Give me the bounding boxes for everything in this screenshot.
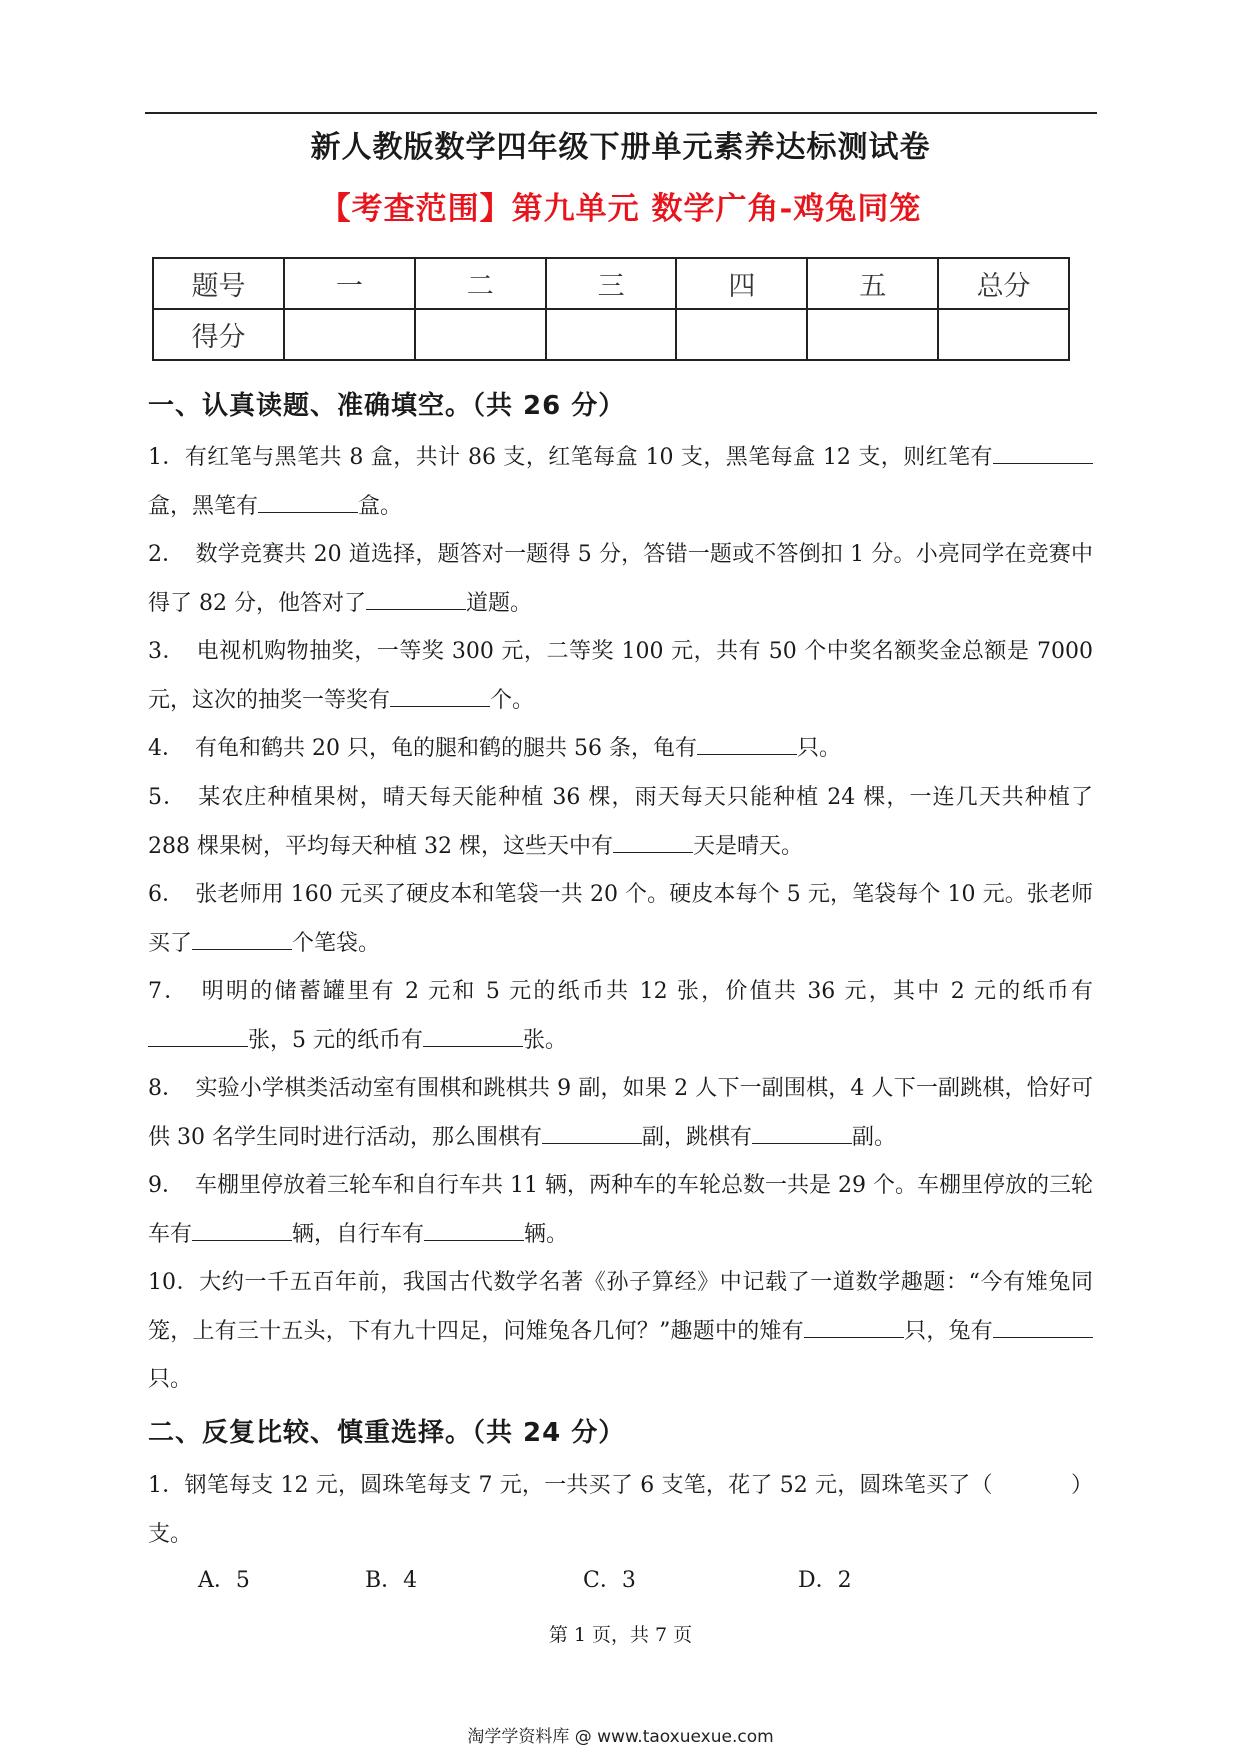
question-text: 9． 车棚里停放着三轮车和自行车共 11 辆，两种车的车轮总数一共是 29 个。车棚里停放的三轮车有 xyxy=(148,1173,1093,1247)
option-d: D．2 xyxy=(798,1568,852,1593)
question-1-3 xyxy=(148,628,1093,725)
score-cell xyxy=(415,309,546,360)
question-text: 10．大约一千五百年前，我国古代数学名著《孙子算经》中记载了一道数学趣题：“今有雉兔同笼，上有三十五头，下有九十四足，问雉兔各几何？”趣题中的雉有 xyxy=(148,1270,1093,1344)
question-text: 3． 电视机购物抽奖，一等奖 300 元，二等奖 100 元，共有 50 个中奖名额奖金总额是 7000 元，这次的抽奖一等奖有 xyxy=(148,639,1093,713)
question-text: 只。 xyxy=(148,1367,193,1393)
answer-blank xyxy=(752,1120,852,1144)
question-text: 6． 张老师用 160 元买了硬皮本和笔袋一共 20 个。硬皮本每个 5 元，笔袋每个 10 元。张老师买了 xyxy=(148,882,1093,956)
answer-blank xyxy=(697,731,797,755)
question-1-5 xyxy=(148,774,1093,871)
question-text: 辆，自行车有 xyxy=(292,1221,425,1247)
option-c: C．3 xyxy=(583,1568,636,1593)
section-2-heading: 二、反复比较、慎重选择。（共 24 分） xyxy=(148,1418,626,1448)
question-text: 只。 xyxy=(796,736,841,761)
question-text: 张。 xyxy=(523,1027,568,1053)
score-cell xyxy=(807,309,938,360)
score-table-header-cell: 五 xyxy=(807,258,938,309)
question-1-1 xyxy=(148,434,1093,531)
score-table-header-cell: 二 xyxy=(415,258,546,309)
choice-options xyxy=(0,1563,1241,1603)
question-text: 盒。 xyxy=(358,493,403,519)
exam-scope: 【考查范围】第九单元 数学广角-鸡兔同笼 xyxy=(319,191,922,227)
score-cell xyxy=(938,309,1069,360)
score-table-header-cell: 题号 xyxy=(153,258,284,309)
question-1-7 xyxy=(148,968,1093,1065)
question-text: 道题。 xyxy=(465,590,532,616)
answer-blank xyxy=(993,440,1093,464)
question-text: ） xyxy=(1070,1473,1093,1498)
question-text: 副。 xyxy=(852,1124,897,1150)
question-text: 2． 数学竞赛共 20 道选择，题答对一题得 5 分，答错一题或不答倒扣 1 分。小亮同学在竞赛中得了 82 分，他答对了 xyxy=(148,542,1093,616)
answer-blank xyxy=(993,1314,1093,1338)
answer-blank xyxy=(613,829,693,853)
option-a: A．5 xyxy=(198,1568,250,1593)
score-cell xyxy=(284,309,415,360)
question-text: 副，跳棋有 xyxy=(641,1124,752,1150)
page-number: 第 1 页，共 7 页 xyxy=(548,1624,693,1646)
score-table-header-cell: 总分 xyxy=(938,258,1069,309)
score-table xyxy=(152,257,1070,361)
question-text: 4． 有龟和鹤共 20 只，龟的腿和鹤的腿共 56 条，龟有 xyxy=(148,736,697,761)
answer-blank xyxy=(258,489,358,513)
page-title: 新人教版数学四年级下册单元素养达标测试卷 xyxy=(310,130,931,165)
question-1-6 xyxy=(148,871,1093,968)
question-text: 只，兔有 xyxy=(903,1318,993,1344)
question-text: 5． 某农庄种植果树，晴天每天能种植 36 棵，雨天每天只能种植 24 棵，一连几天共种植了 288 棵果树，平均每天种植 32 棵，这些天中有 xyxy=(148,785,1093,859)
question-1-10 xyxy=(148,1259,1093,1405)
answer-blank xyxy=(804,1314,904,1338)
score-table-header-cell: 一 xyxy=(284,258,415,309)
question-text: 1．钢笔每支 12 元，圆珠笔每支 7 元，一共买了 6 支笔，花了 52 元，圆珠笔买了（ xyxy=(148,1473,993,1498)
question-1-4 xyxy=(148,725,1093,774)
score-table-header-row xyxy=(153,258,1069,309)
answer-blank xyxy=(390,683,490,707)
score-cell xyxy=(546,309,677,360)
score-table-score-row xyxy=(153,309,1069,360)
answer-blank xyxy=(192,1217,292,1241)
question-text: 天是晴天。 xyxy=(692,833,803,859)
answer-blank xyxy=(542,1120,642,1144)
question-text: 个。 xyxy=(490,687,535,713)
answer-blank xyxy=(366,586,466,610)
question-text: 8． 实验小学棋类活动室有围棋和跳棋共 9 副，如果 2 人下一副围棋，4 人下一副跳棋，恰好可供 30 名学生同时进行活动，那么围棋有 xyxy=(148,1076,1093,1150)
answer-blank xyxy=(148,1023,248,1047)
question-text: 辆。 xyxy=(524,1221,569,1247)
question-text: 张，5 元的纸币有 xyxy=(248,1027,423,1053)
answer-blank xyxy=(192,926,292,950)
answer-blank xyxy=(424,1217,524,1241)
score-table-header-cell: 三 xyxy=(546,258,677,309)
question-1-8 xyxy=(148,1065,1093,1162)
score-cell xyxy=(676,309,807,360)
question-2-1 xyxy=(148,1462,1093,1559)
question-text: 个笔袋。 xyxy=(292,930,381,956)
score-table-header-cell: 四 xyxy=(676,258,807,309)
top-rule xyxy=(145,112,1097,114)
answer-blank xyxy=(423,1023,523,1047)
option-b: B．4 xyxy=(365,1568,418,1593)
question-1-9 xyxy=(148,1162,1093,1259)
question-text: 1．有红笔与黑笔共 8 盒，共计 86 支，红笔每盒 10 支，黑笔每盒 12 支，则红笔有 xyxy=(148,445,993,470)
score-row-label: 得分 xyxy=(153,309,284,360)
question-1-2 xyxy=(148,531,1093,628)
watermark: 淘学学资料库 @ www.taoxuexue.com xyxy=(467,1727,774,1747)
section-1-heading: 一、认真读题、准确填空。（共 26 分） xyxy=(148,391,626,421)
question-text: 7． 明明的储蓄罐里有 2 元和 5 元的纸币共 12 张，价值共 36 元，其中 2 元的纸币有 xyxy=(148,979,1093,1004)
question-text: 盒，黑笔有 xyxy=(148,493,259,519)
question-text: 支。 xyxy=(148,1521,193,1547)
